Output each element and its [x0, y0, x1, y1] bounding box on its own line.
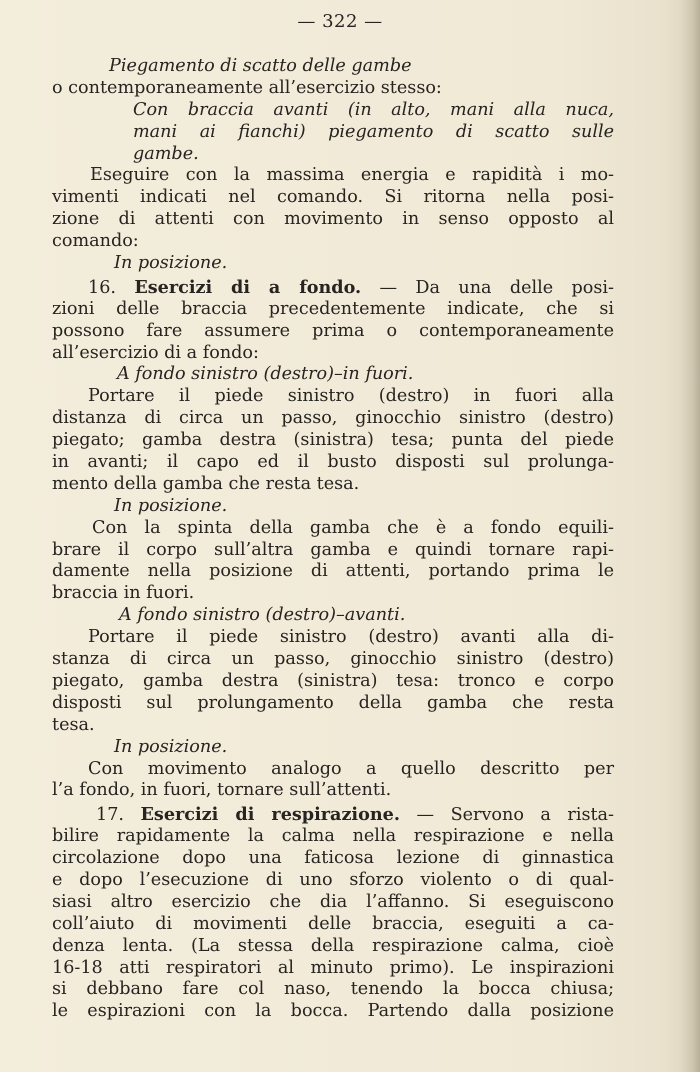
text-line: Con movimento analogo a quello descritto per: [88, 758, 614, 779]
text-line: vimenti indicati nel comando. Si ritorna nella posi-: [52, 187, 614, 208]
text-line: denza lenta. (La stessa della respirazione calma, cioè: [52, 935, 614, 956]
text-line: brare il corpo sull’altra gamba e quindi tornare rapi-: [52, 539, 614, 560]
text-line: disposti sul prolungamento della gamba che resta: [52, 692, 614, 713]
text-line: [52, 804, 614, 826]
section-heading: Esercizi di a fondo.: [134, 276, 362, 298]
text-line: Portare il piede sinistro (destro) avanti alla di-: [88, 627, 614, 648]
body-text: [52, 56, 614, 1023]
text-line: Con la spinta della gamba che è a fondo equili-: [92, 517, 614, 538]
text-fragment: 16.: [88, 277, 135, 298]
text-fragment: 17.: [96, 805, 141, 826]
text-line: zioni delle braccia precedentemente indicate, che si: [52, 298, 614, 319]
text-line: In posizione.: [114, 253, 228, 274]
text-line: distanza di circa un passo, ginocchio sinistro (destro): [52, 408, 614, 429]
text-line: le espirazioni con la bocca. Partendo dalla posizione: [52, 1001, 614, 1022]
text-line: e dopo l’esecuzione di uno sforzo violento o di qual-: [52, 869, 614, 890]
text-line: possono fare assumere prima o contemporaneamente: [52, 320, 614, 341]
text-line: In posizione.: [114, 736, 228, 757]
text-line: Piegamento di scatto delle gambe: [109, 56, 412, 76]
text-line: coll’aiuto di movimenti delle braccia, eseguiti a ca-: [52, 913, 614, 934]
text-line: [52, 277, 614, 299]
text-line: In posizione.: [114, 495, 228, 516]
page-number: — 322 —: [297, 11, 383, 32]
text-line: comando:: [52, 231, 139, 252]
text-line: braccia in fuori.: [52, 583, 195, 604]
text-line: siasi altro esercizio che dia l’affanno. Si eseguiscono: [52, 891, 614, 912]
text-line: tesa.: [52, 714, 95, 735]
text-line: A fondo sinistro (destro)–in fuori.: [117, 364, 414, 385]
text-line: o contemporaneamente all’esercizio stesso:: [52, 77, 442, 98]
text-line: A fondo sinistro (destro)–avanti.: [119, 605, 406, 626]
text-line: piegato, gamba destra (sinistra) tesa: tronco e corpo: [52, 670, 614, 691]
text-line: mento della gamba che resta tesa.: [52, 473, 360, 494]
text-fragment: — Servono a rista-: [399, 805, 614, 826]
page-edge-shadow: [680, 0, 700, 1072]
text-line: Con braccia avanti (in alto, mani alla nuca,: [133, 99, 614, 120]
text-line: Portare il piede sinistro (destro) in fuori alla: [88, 386, 614, 407]
text-line: zione di attenti con movimento in senso opposto al: [52, 209, 614, 230]
text-line: l’a fondo, in fuori, tornare sull’attenti.: [52, 780, 392, 801]
text-line: mani ai fianchi) piegamento di scatto sulle: [133, 121, 614, 142]
text-line: bilire rapidamente la calma nella respirazione e nella: [52, 826, 614, 847]
text-line: si debbano fare col naso, tenendo la bocca chiusa;: [52, 979, 614, 1000]
text-line: circolazione dopo una faticosa lezione di ginnastica: [52, 848, 614, 869]
text-line: piegato; gamba destra (sinistra) tesa; punta del piede: [52, 430, 614, 451]
text-line: in avanti; il capo ed il busto disposti sul prolunga-: [52, 452, 614, 473]
text-line: Eseguire con la massima energia e rapidità i mo-: [90, 165, 614, 186]
text-line: stanza di circa un passo, ginocchio sinistro (destro): [52, 649, 614, 670]
text-line: damente nella posizione di attenti, portando prima le: [52, 561, 614, 582]
text-line: all’esercizio di a fondo:: [52, 342, 259, 363]
text-line: 16-18 atti respiratori al minuto primo). Le inspirazioni: [52, 957, 614, 978]
text-fragment: — Da una delle posi-: [361, 277, 614, 298]
text-line: gambe.: [133, 143, 199, 164]
section-heading: Esercizi di respirazione.: [140, 804, 400, 826]
